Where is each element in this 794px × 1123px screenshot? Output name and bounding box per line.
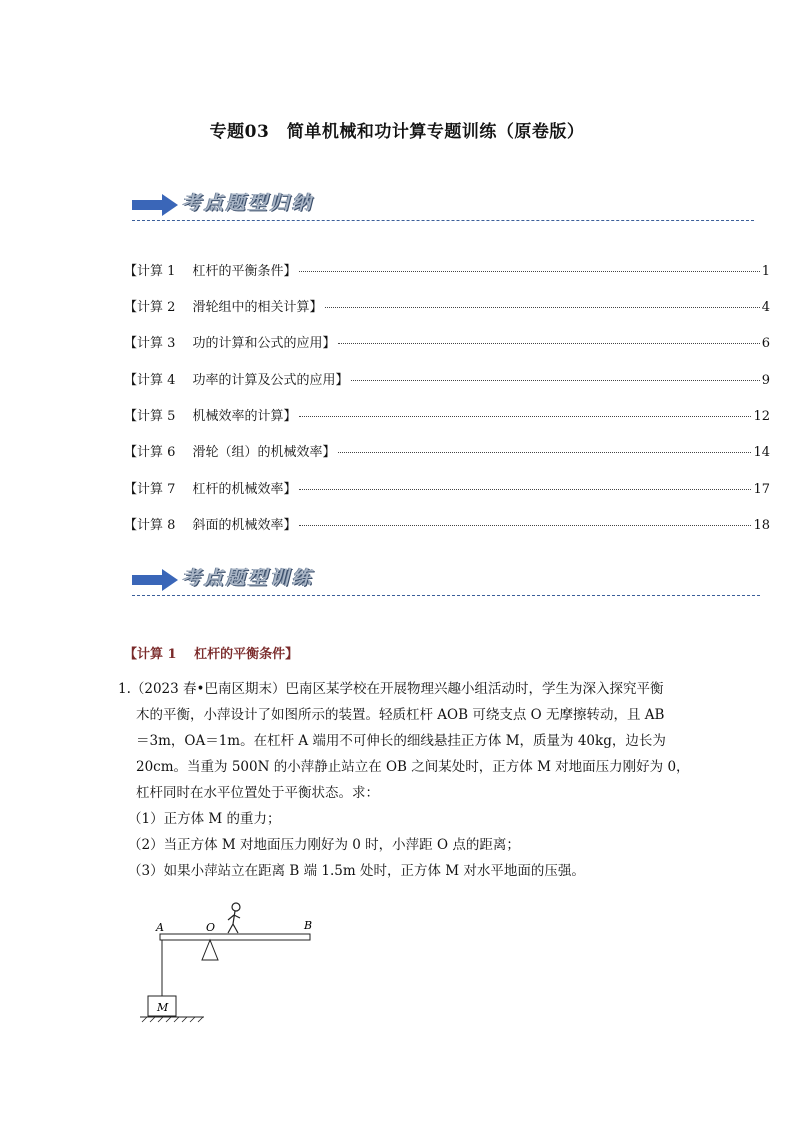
toc-item-name: 【计算 2 滑轮组中的相关计算】 [124, 300, 323, 315]
section-divider [132, 595, 760, 596]
section-label: 考点题型训练 [182, 567, 315, 589]
toc-item[interactable] [124, 405, 770, 423]
toc-item[interactable] [124, 332, 770, 350]
arrow-right-icon [132, 194, 178, 216]
problem-line: 20cm。当重为 500N 的小萍静止站立在 OB 之间某处时，正方体 M 对地面压力刚好为 0， [136, 759, 690, 775]
toc-item-name: 【计算 5 机械效率的计算】 [124, 409, 297, 424]
toc-item[interactable] [124, 514, 770, 532]
toc-leader [338, 343, 760, 344]
label-o: O [206, 921, 216, 934]
sub-question: （3）如果小萍站立在距离 B 端 1.5m 处时，正方体 M 对水平地面的压强。 [128, 863, 585, 879]
toc-leader [299, 525, 752, 526]
toc-item-page: 4 [761, 300, 770, 315]
toc-leader [338, 452, 752, 453]
label-m: M [157, 1001, 169, 1014]
toc-item[interactable] [124, 478, 770, 496]
document-title: 专题03 简单机械和功计算专题训练（原卷版） [209, 122, 585, 142]
label-a: A [156, 921, 164, 934]
toc-leader [325, 307, 760, 308]
toc-leader [299, 416, 752, 417]
problem-line: 1.（2023 春•巴南区期末）巴南区某学校在开展物理兴趣小组活动时，学生为深入探究平衡 [118, 681, 664, 697]
toc-item-page: 17 [753, 482, 770, 497]
toc-item-page: 18 [753, 518, 770, 533]
toc-leader [351, 380, 760, 381]
lever-diagram [138, 898, 338, 1028]
toc-leader [299, 271, 760, 272]
ground-hatching [142, 1017, 203, 1022]
problem-line: ＝3m，OA＝1m。在杠杆 A 端用不可伸长的细线悬挂正方体 M，质量为 40kg，边长为 [136, 733, 666, 749]
section-label: 考点题型归纳 [182, 192, 315, 214]
toc-item-name: 【计算 3 功的计算和公式的应用】 [124, 336, 336, 351]
toc-item-name: 【计算 7 杠杆的机械效率】 [124, 482, 297, 497]
toc-item-name: 【计算 1 杠杆的平衡条件】 [124, 264, 297, 279]
toc-item-page: 9 [761, 373, 770, 388]
sub-question: （1）正方体 M 的重力； [128, 811, 281, 827]
toc-item-name: 【计算 6 滑轮（组）的机械效率】 [124, 445, 336, 460]
section-header-summary [132, 186, 754, 222]
section-divider [132, 220, 754, 221]
problem-line: 木的平衡，小萍设计了如图所示的装置。轻质杠杆 AOB 可绕支点 O 无摩擦转动，且 AB [136, 707, 665, 723]
question-category-heading: 【计算 1 杠杆的平衡条件】 [124, 647, 299, 662]
toc-item[interactable] [124, 296, 770, 314]
toc-item[interactable] [124, 260, 770, 278]
problem-text [118, 676, 690, 884]
toc-item[interactable] [124, 441, 770, 459]
person-icon [228, 903, 240, 933]
sub-question: （2）当正方体 M 对地面压力刚好为 0 时，小萍距 O 点的距离； [128, 837, 520, 853]
problem-line: 杠杆同时在水平位置处于平衡状态。求： [136, 785, 379, 801]
section-header-training [132, 561, 760, 597]
lever-bar [160, 934, 310, 940]
label-b: B [304, 919, 313, 932]
toc-leader [299, 489, 752, 490]
toc-item-name: 【计算 4 功率的计算及公式的应用】 [124, 373, 349, 388]
toc-item[interactable] [124, 369, 770, 387]
toc-item-page: 6 [761, 336, 770, 351]
toc-item-name: 【计算 8 斜面的机械效率】 [124, 518, 297, 533]
arrow-right-icon [132, 569, 178, 591]
fulcrum-triangle [202, 940, 218, 960]
toc-item-page: 12 [753, 409, 770, 424]
toc-item-page: 1 [761, 264, 770, 279]
toc-item-page: 14 [753, 445, 770, 460]
